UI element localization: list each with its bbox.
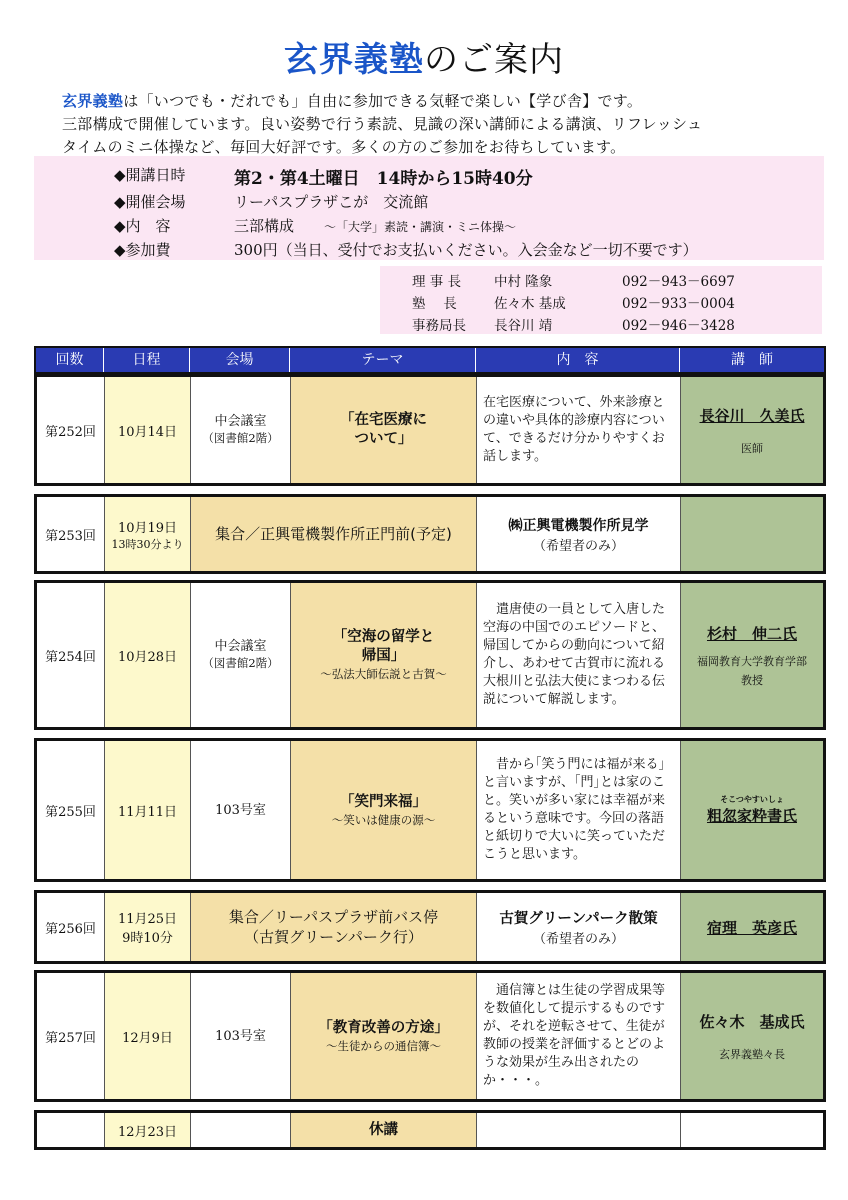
row-date: 10月19日 13時30分より bbox=[105, 497, 191, 571]
header-venue: 会場 bbox=[190, 348, 290, 372]
row-content: ㈱正興電機製作所見学 （希望者のみ） bbox=[477, 497, 681, 571]
row-teacher: 杉村 伸二氏 福岡教育大学教育学部 教授 bbox=[681, 583, 823, 727]
row-teacher: 宿理 英彦氏 bbox=[681, 893, 823, 961]
row-teacher bbox=[681, 1113, 823, 1147]
intro-line3: タイムのミニ体操など、毎回大好評です。多くの方のご参加をお待ちしています。 bbox=[62, 138, 626, 156]
table-row bbox=[34, 890, 826, 964]
row-content: 在宅医療について、外来診療との違いや具体的診療内容について、できるだけ分かりやすくお話します。 bbox=[477, 377, 681, 483]
intro-line1: は「いつでも・だれでも」自由に参加できる気軽で楽しい【学び舎】です。 bbox=[123, 92, 643, 110]
row-teacher: 長谷川 久美氏 医師 bbox=[681, 377, 823, 483]
row-meeting-point: 集合／リーパスプラザ前バス停 （古賀グリーンパーク行） bbox=[191, 893, 477, 961]
row-venue: 103号室 bbox=[191, 973, 291, 1099]
table-row bbox=[34, 1110, 826, 1150]
title-name: 玄界義塾 bbox=[284, 40, 424, 80]
row-date: 11月25日 9時10分 bbox=[105, 893, 191, 961]
row-theme: 「在宅医療に ついて」 bbox=[291, 377, 477, 483]
row-content: 古賀グリーンパーク散策 （希望者のみ） bbox=[477, 893, 681, 961]
row-theme: 「教育改善の方途」 ～生徒からの通信簿～ bbox=[291, 973, 477, 1099]
row-meeting-point: 集合／正興電機製作所正門前(予定) bbox=[191, 497, 477, 571]
row-number: 第252回 bbox=[37, 377, 105, 483]
row-content: 昔から｢笑う門には福が来る｣と言いますが、｢門｣とは家のこと。笑いが多い家には幸福が来るという意味です。今回の落語と紙切りで大いに笑っていただこうと思います。 bbox=[477, 741, 681, 879]
row-date: 11月11日 bbox=[105, 741, 191, 879]
row-teacher: 佐々木 基成氏 玄界義塾々長 bbox=[681, 973, 823, 1099]
table-row bbox=[34, 738, 826, 882]
row-content: 遣唐使の一員として入唐した空海の中国でのエピソードと、帰国してからの動向について紹介し、あわせて古賀市に流れる大根川と弘法大使にまつわる伝説について解説します。 bbox=[477, 583, 681, 727]
intro-text bbox=[62, 90, 802, 159]
header-theme: テーマ bbox=[290, 348, 476, 372]
info-box: ◆開講日時 第2・第4土曜日 14時から15時40分 ◆開催会場 リーパスプラザこが 交流館 ◆内 容 三部構成 ～「大学」素読・講演・ミニ体操～ ◆参加費 300円（当日、受付でお支払いください。入会金など一切不要です） bbox=[34, 156, 824, 260]
row-date: 10月28日 bbox=[105, 583, 191, 727]
row-number: 第257回 bbox=[37, 973, 105, 1099]
row-date: 12月9日 bbox=[105, 973, 191, 1099]
table-row bbox=[34, 374, 826, 486]
header-no: 回数 bbox=[36, 348, 104, 372]
title-rest: のご案内 bbox=[424, 40, 564, 80]
header-content: 内 容 bbox=[476, 348, 680, 372]
row-theme: 「空海の留学と 帰国」 ～弘法大師伝説と古賀～ bbox=[291, 583, 477, 727]
row-theme: 「笑門来福」 ～笑いは健康の源～ bbox=[291, 741, 477, 879]
header-date: 日程 bbox=[104, 348, 190, 372]
table-row bbox=[34, 494, 826, 574]
row-venue: 103号室 bbox=[191, 741, 291, 879]
row-number: 第256回 bbox=[37, 893, 105, 961]
header-teacher: 講 師 bbox=[731, 352, 773, 368]
intro-line2: 三部構成で開催しています。良い姿勢で行う素読、見識の深い講師による講演、リフレッシュ bbox=[62, 115, 703, 133]
row-date: 10月14日 bbox=[105, 377, 191, 483]
row-venue: 中会議室 （図書館2階） bbox=[191, 583, 291, 727]
table-row bbox=[34, 970, 826, 1102]
row-venue bbox=[191, 1113, 291, 1147]
row-date: 12月23日 bbox=[105, 1113, 191, 1147]
page-title bbox=[0, 32, 848, 81]
table-row bbox=[34, 580, 826, 730]
row-teacher: そこつやすいしょ 粗忽家粋書氏 bbox=[681, 741, 823, 879]
row-theme: 休講 bbox=[291, 1113, 477, 1147]
row-content: 通信簿とは生徒の学習成果等を数値化して提示するものですが、それを逆転させて、生徒が教師の授業を評価するとどのような効果が生み出されたのか・・・。 bbox=[477, 973, 681, 1099]
row-number: 第255回 bbox=[37, 741, 105, 879]
contact-box: 理 事 長 中村 隆象 092－943－6697 塾 長 佐々木 基成 092－933－0004 事務局長 長谷川 靖 092－946－3428 bbox=[380, 266, 822, 334]
intro-name: 玄界義塾 bbox=[62, 92, 124, 110]
teacher-ruby: そこつやすいしょ bbox=[720, 795, 784, 804]
row-number: 第253回 bbox=[37, 497, 105, 571]
row-teacher bbox=[681, 497, 823, 571]
row-content bbox=[477, 1113, 681, 1147]
row-number bbox=[37, 1113, 105, 1147]
schedule-table-header bbox=[34, 346, 826, 374]
row-venue: 中会議室 （図書館2階） bbox=[191, 377, 291, 483]
row-number: 第254回 bbox=[37, 583, 105, 727]
